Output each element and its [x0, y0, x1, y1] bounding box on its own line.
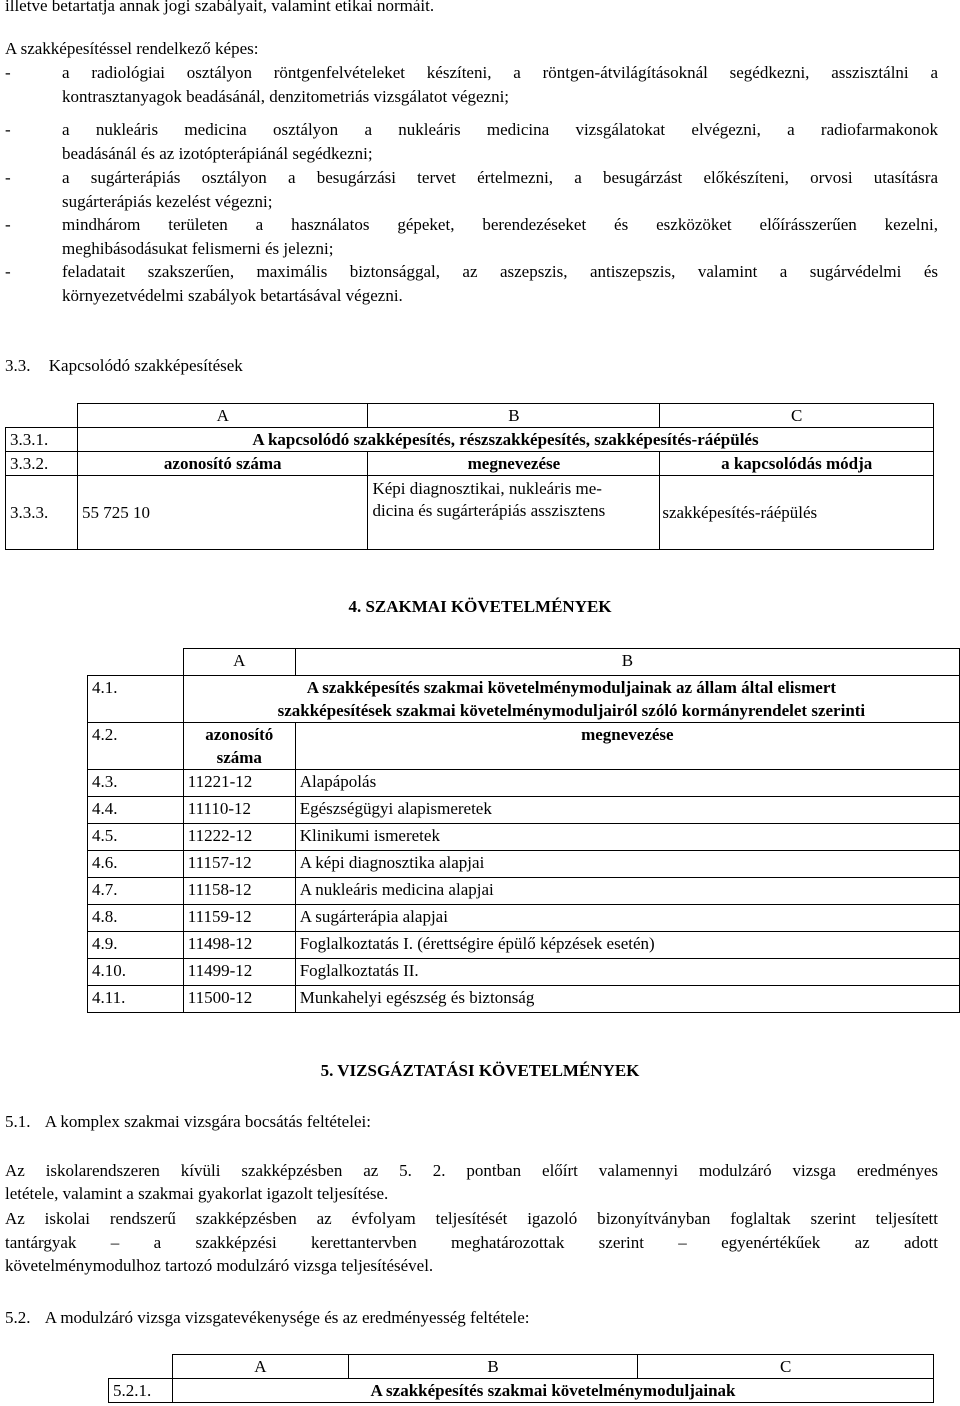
table-row	[88, 770, 960, 797]
module-name: Alapápolás	[295, 770, 959, 797]
module-code: 11500-12	[183, 986, 295, 1013]
column-header: C	[638, 1355, 934, 1379]
cell-line: Képi diagnosztikai, nukleáris me-	[372, 479, 602, 498]
cell-line: dicina és sugárterápiás asszisztens	[372, 501, 606, 520]
section-number: 3.3.	[5, 356, 31, 375]
table-cell: 55 725 10	[77, 476, 368, 550]
row-number: 4.5.	[88, 824, 184, 851]
row-number: 4.2.	[88, 723, 184, 770]
module-code: 11157-12	[183, 851, 295, 878]
paragraph-line: Az iskolai rendszerű szakképzésben az évfolyam teljesítését igazoló bizonyítványban foglaltak szerint teljesített	[5, 1209, 938, 1228]
section-heading-5: 5. VIZSGÁZTATÁSI KÖVETELMÉNYEK	[320, 1061, 640, 1080]
capable-header: A szakképesítéssel rendelkező képes:	[5, 39, 259, 58]
table-cell	[183, 723, 295, 770]
module-name: Egészségügyi alapismeretek	[295, 797, 959, 824]
section-title: A modulzáró vizsga vizsgatevékenysége és az eredményesség feltétele:	[44, 1308, 530, 1327]
module-name: Klinikumi ismeretek	[295, 824, 959, 851]
column-header: B	[295, 649, 959, 676]
section-number: 5.1.	[5, 1112, 31, 1131]
table-row	[88, 905, 960, 932]
table-cell	[109, 1355, 173, 1379]
bullet-dash: -	[5, 262, 11, 281]
table-cell: megnevezése	[295, 723, 959, 770]
module-code: 11499-12	[183, 959, 295, 986]
section-number: 5.2.	[5, 1308, 31, 1327]
row-number: 3.3.2.	[6, 452, 78, 476]
requirement-modules-table	[87, 648, 960, 1013]
row-number: 4.11.	[88, 986, 184, 1013]
cell-line: azonosító	[205, 725, 274, 744]
table-row	[88, 851, 960, 878]
column-header: B	[348, 1355, 638, 1379]
column-header: C	[660, 404, 934, 428]
intro-top-line: illetve betartatja annak jogi szabályait, valamint etikai normáit.	[5, 0, 435, 15]
bullet-dash: -	[5, 215, 11, 234]
module-code: 11498-12	[183, 932, 295, 959]
table-cell	[88, 649, 184, 676]
row-number: 5.2.1.	[109, 1379, 173, 1403]
bullet-line: mindhárom területen a használatos gépeket, berendezéseket és eszközöket előírásszerűen kezelni,	[62, 215, 938, 234]
bullet-dash: -	[5, 120, 11, 139]
section-title: Kapcsolódó szakképesítések	[48, 356, 243, 375]
table-cell	[183, 676, 959, 723]
table-cell	[368, 476, 660, 550]
table-row	[88, 824, 960, 851]
row-number: 4.4.	[88, 797, 184, 824]
cell-line: szakképesítések szakmai követelménymoduljairól szóló kormányrendelet szerinti	[277, 701, 866, 720]
table-cell	[6, 404, 78, 428]
related-qualifications-table	[5, 403, 934, 550]
row-number: 4.10.	[88, 959, 184, 986]
table-row	[88, 797, 960, 824]
table-row	[88, 959, 960, 986]
column-header: A	[183, 649, 295, 676]
table-cell: A kapcsolódó szakképesítés, részszakképesítés, szakképesítés-ráépülés	[77, 428, 933, 452]
table-cell: azonosító száma	[77, 452, 368, 476]
bullet-line: a sugárterápiás osztályon a besugárzási tervet értelmezni, a besugárzást előkészíteni, orvosi utasításra	[62, 168, 938, 187]
section-title: A komplex szakmai vizsgára bocsátás feltételei:	[44, 1112, 371, 1131]
module-name: Munkahelyi egészség és biztonság	[295, 986, 959, 1013]
paragraph-line: Az iskolarendszeren kívüli szakképzésben az 5. 2. pontban előírt valamennyi modulzáró vizsga eredményes	[5, 1161, 938, 1180]
bullet-line: feladatait szakszerűen, maximális biztonsággal, az aszepszis, antiszepszis, valamint a sugárvédelmi és	[62, 262, 938, 281]
module-name: A képi diagnosztika alapjai	[295, 851, 959, 878]
column-header: A	[172, 1355, 348, 1379]
paragraph-line: tantárgyak – a szakképzési kerettantervben meghatározottak szerint – egyenértékűek az adott	[5, 1233, 938, 1252]
bullet-line: sugárterápiás kezelést végezni;	[62, 191, 273, 211]
module-name: A sugárterápia alapjai	[295, 905, 959, 932]
module-name: Foglalkoztatás II.	[295, 959, 959, 986]
row-number: 4.7.	[88, 878, 184, 905]
row-number: 4.6.	[88, 851, 184, 878]
bullet-line: a nukleáris medicina osztályon a nukleáris medicina vizsgálatokat elvégezni, a radiofarmakonok	[62, 120, 938, 139]
bullet-dash: -	[5, 168, 11, 187]
bullet-line: kontrasztanyagok beadásánál, denzitometriás vizsgálatot végezni;	[62, 86, 510, 106]
bullet-line: beadásánál és az izotópterápiánál segédkezni;	[62, 143, 373, 163]
table-row	[88, 932, 960, 959]
cell-line: A szakképesítés szakmai követelménymoduljainak az állam által elismert	[306, 678, 837, 697]
table-cell: A szakképesítés szakmai követelménymoduljainak	[172, 1379, 933, 1403]
row-number: 4.3.	[88, 770, 184, 797]
module-code: 11222-12	[183, 824, 295, 851]
bullet-dash: -	[5, 63, 11, 82]
table-cell: szakképesítés-ráépülés	[660, 476, 934, 550]
column-header: B	[368, 404, 660, 428]
paragraph-line: letétele, valamint a szakmai gyakorlat igazolt teljesítése.	[5, 1184, 389, 1203]
subsection-5-2	[5, 1307, 530, 1329]
row-number: 4.1.	[88, 676, 184, 723]
table-row	[88, 986, 960, 1013]
module-name: A nukleáris medicina alapjai	[295, 878, 959, 905]
row-number: 4.9.	[88, 932, 184, 959]
bullet-line: a radiológiai osztályon röntgenfelvételeket készíteni, a röntgen-átvilágításoknál segédkezni, asszisztálni a	[62, 63, 938, 82]
row-number: 3.3.1.	[6, 428, 78, 452]
module-code: 11221-12	[183, 770, 295, 797]
subsection-5-1	[5, 1111, 371, 1133]
row-number: 4.8.	[88, 905, 184, 932]
row-number: 3.3.3.	[6, 476, 78, 550]
bullet-line: meghibásodásukat felismerni és jelezni;	[62, 238, 334, 258]
cell-line: száma	[216, 748, 262, 767]
bullet-line: környezetvédelmi szabályok betartásával végezni.	[62, 285, 403, 305]
table-cell: megnevezése	[368, 452, 660, 476]
module-code: 11110-12	[183, 797, 295, 824]
table-cell: a kapcsolódás módja	[660, 452, 934, 476]
module-exam-table	[108, 1354, 934, 1403]
paragraph-line: követelménymodulhoz tartozó modulzáró vizsga teljesítésével.	[5, 1256, 434, 1275]
module-name: Foglalkoztatás I. (érettségire épülő képzések esetén)	[295, 932, 959, 959]
module-code: 11158-12	[183, 878, 295, 905]
table-row	[88, 878, 960, 905]
section-heading-3-3	[5, 355, 243, 377]
module-code: 11159-12	[183, 905, 295, 932]
column-header: A	[77, 404, 368, 428]
section-heading-4: 4. SZAKMAI KÖVETELMÉNYEK	[348, 597, 612, 616]
